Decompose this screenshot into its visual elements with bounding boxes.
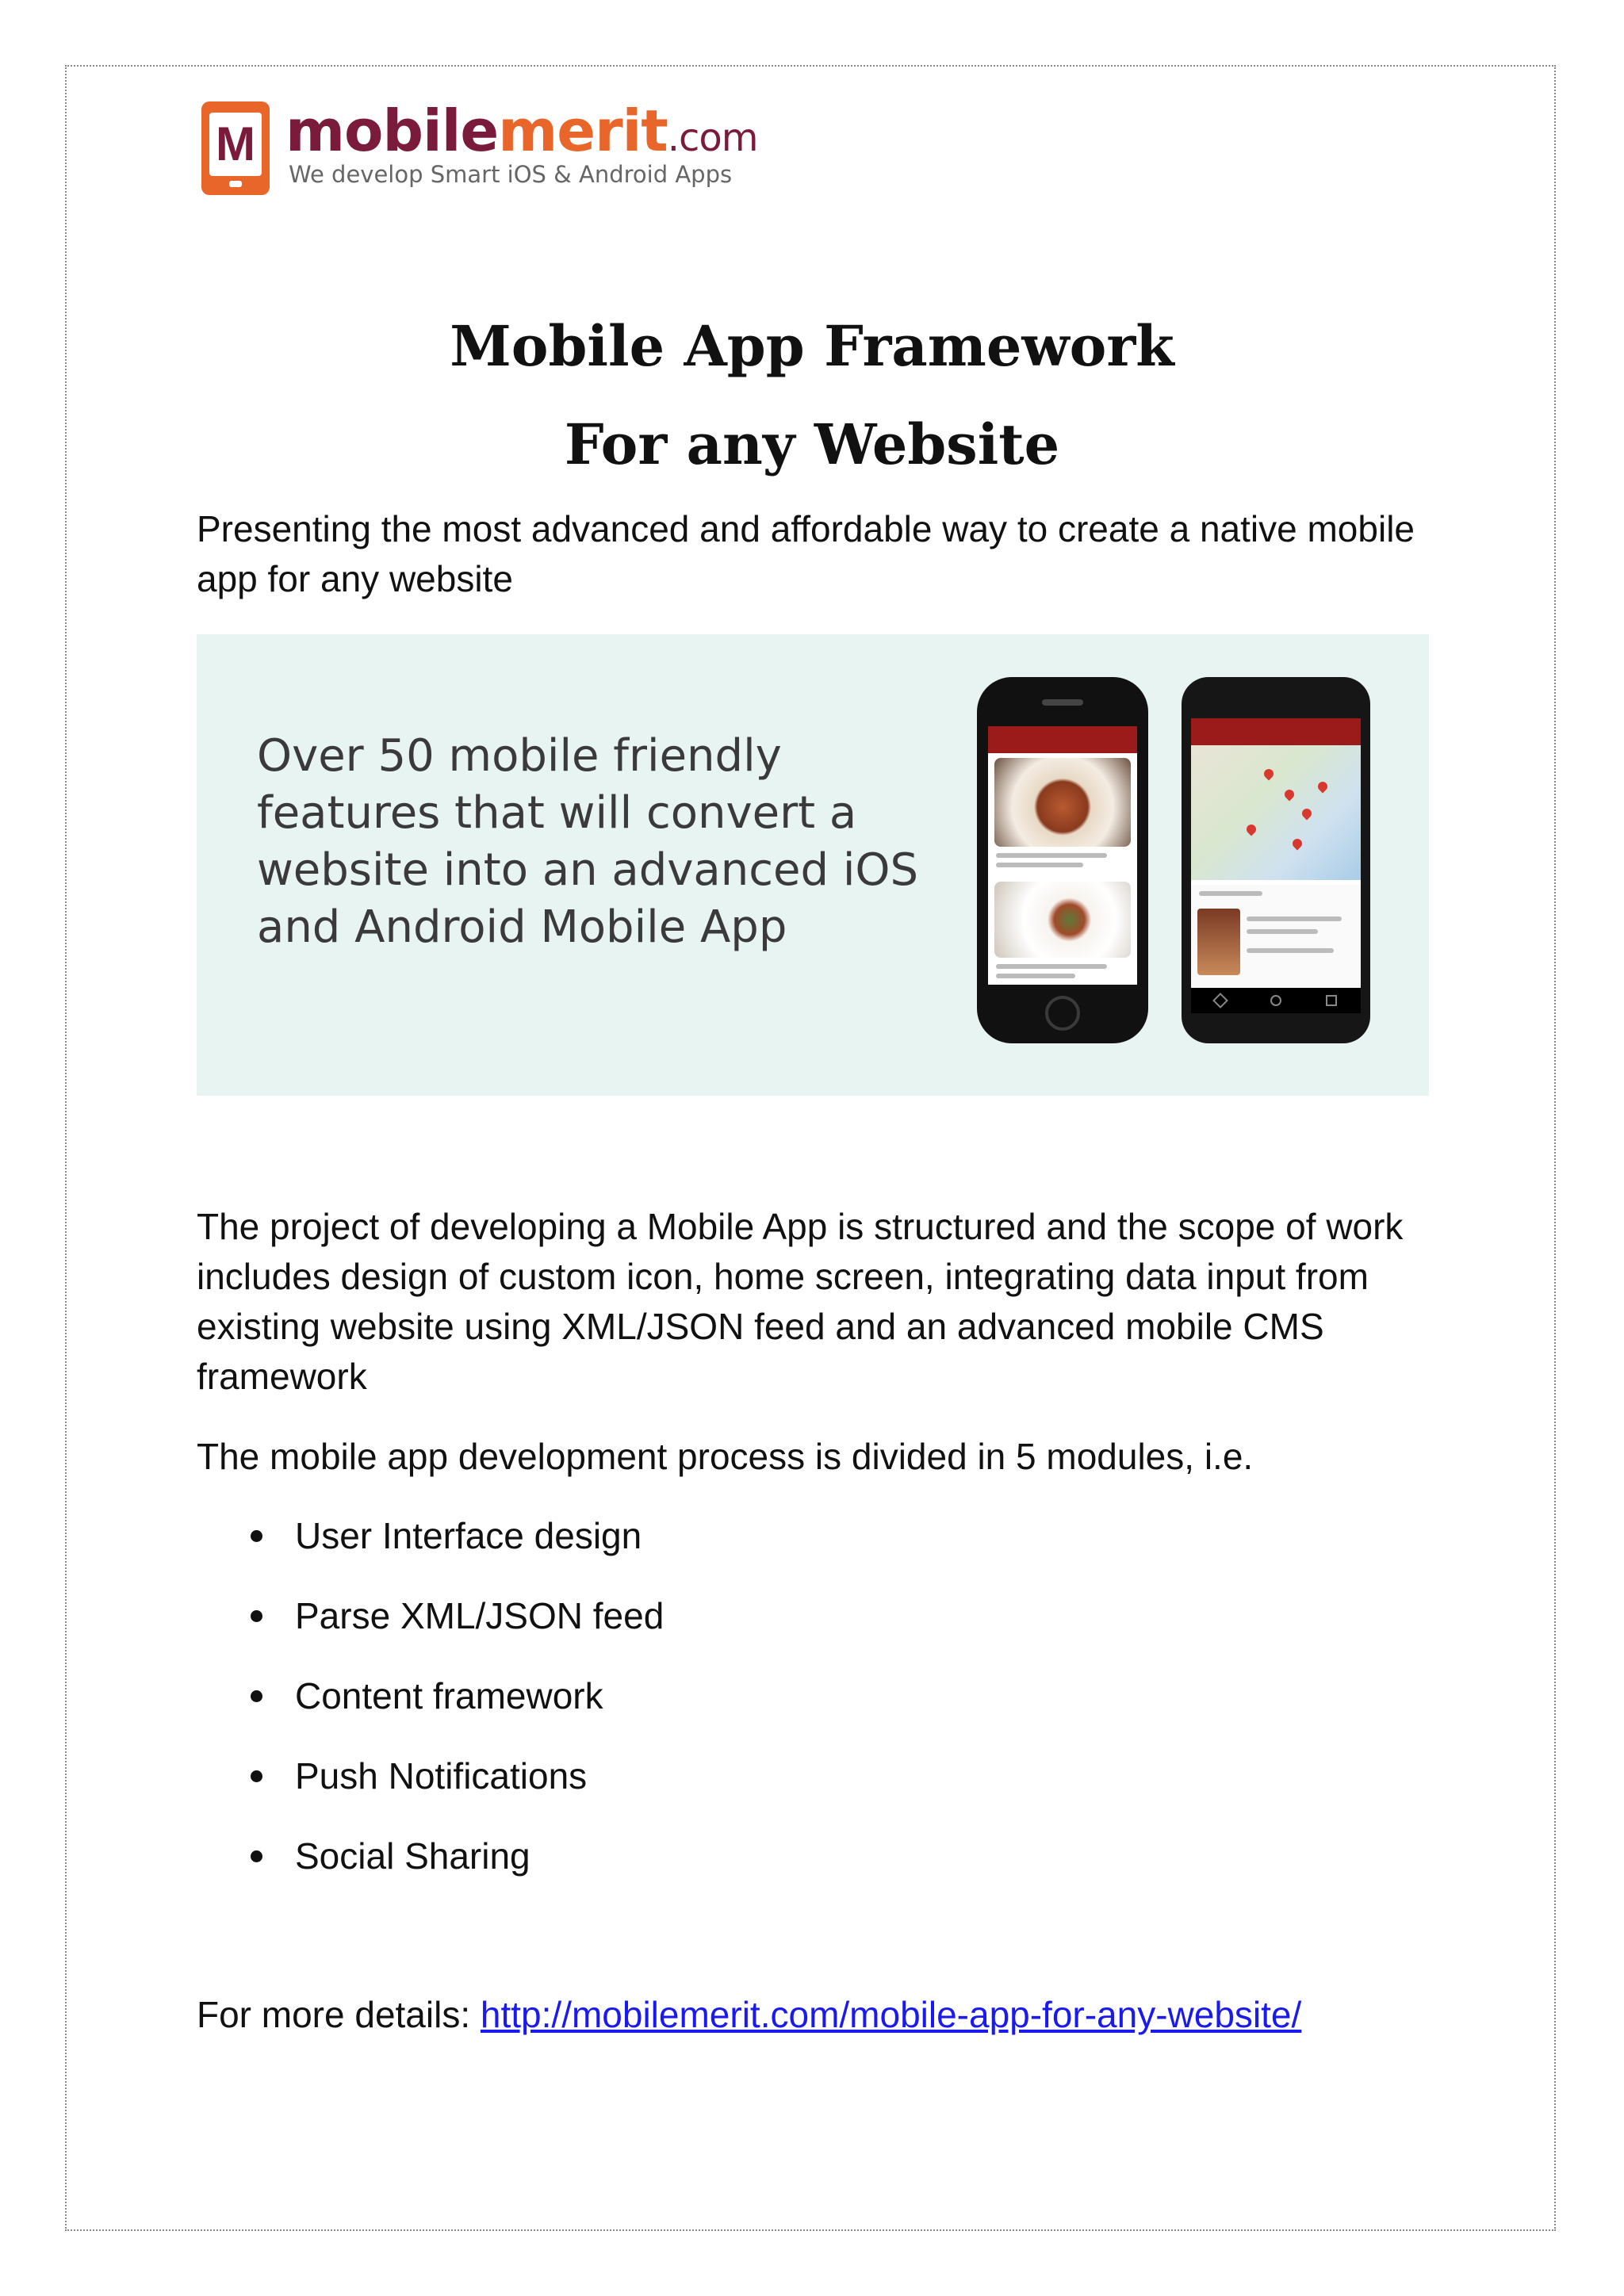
iphone-speaker — [1042, 699, 1083, 706]
text-line — [1247, 916, 1342, 921]
text-line — [1199, 891, 1262, 896]
text-line — [996, 974, 1075, 978]
android-food-thumbnail — [1197, 909, 1240, 975]
logo-badge-letter: M — [216, 117, 255, 170]
text-line — [996, 863, 1083, 867]
bullet-icon — [251, 1530, 262, 1542]
map-pin-icon — [1262, 767, 1276, 781]
back-icon — [1212, 993, 1228, 1008]
module-label: Content framework — [295, 1675, 603, 1716]
food-photo-1 — [994, 758, 1131, 847]
mobilemerit-logo[interactable] — [201, 98, 788, 205]
home-icon — [1270, 995, 1281, 1006]
bullet-icon — [251, 1610, 262, 1622]
list-item — [197, 1591, 1307, 1671]
iphone-home-button — [1045, 996, 1080, 1031]
list-item — [197, 1831, 1307, 1911]
text-line — [1247, 929, 1318, 934]
module-label: Push Notifications — [295, 1755, 588, 1797]
bullet-icon — [251, 1850, 262, 1862]
bullet-icon — [251, 1690, 262, 1702]
page-title-line-2: For any Website — [564, 411, 1060, 477]
intro-paragraph: Presenting the most advanced and affordable way to create a native mobile app for any website — [197, 508, 1415, 599]
android-app-bar — [1191, 718, 1361, 745]
module-label: Social Sharing — [295, 1835, 530, 1877]
text-line — [1247, 948, 1334, 953]
list-item — [197, 1671, 1307, 1751]
logo-tagline: We develop Smart iOS & Android Apps — [289, 161, 733, 188]
logo-word-mobile: mobile — [285, 98, 499, 164]
map-pin-icon — [1291, 837, 1304, 851]
text-line — [996, 853, 1107, 858]
bullet-icon — [251, 1770, 262, 1782]
module-label: User Interface design — [295, 1515, 642, 1556]
banner-text: Over 50 mobile friendly features that will convert a website into an advanced iOS and Android Mobile App — [257, 730, 919, 953]
logo-badge-icon — [201, 101, 270, 195]
iphone-image — [977, 677, 1148, 1043]
details-line — [197, 1990, 1301, 2040]
logo-word-merit: merit — [498, 98, 668, 164]
modules-intro-paragraph: The mobile app development process is divided in 5 modules, i.e. — [197, 1436, 1254, 1477]
map-view — [1191, 745, 1361, 880]
recents-icon — [1326, 995, 1337, 1006]
map-pin-icon — [1300, 807, 1314, 821]
list-item — [197, 1511, 1307, 1591]
logo-badge-home-button — [229, 181, 242, 187]
iphone-screen — [988, 726, 1137, 985]
food-photo-2 — [994, 882, 1131, 958]
scope-paragraph: The project of developing a Mobile App is structured and the scope of work includes design of custom icon, home screen, integrating data input from existing website using XML/JSON feed and an advanced mobile CMS framework — [197, 1206, 1404, 1397]
text-line — [996, 964, 1107, 969]
details-link[interactable]: http://mobilemerit.com/mobile-app-for-any-website/ — [480, 1994, 1302, 2035]
android-nav-bar — [1191, 988, 1361, 1013]
logo-word-com: .com — [667, 116, 758, 160]
map-pin-icon — [1316, 780, 1330, 794]
details-label: For more details: — [197, 1994, 481, 2035]
modules-list — [197, 1511, 1307, 1911]
android-screen — [1191, 718, 1361, 1013]
map-pin-icon — [1245, 823, 1258, 836]
page-title-line-1: Mobile App Framework — [450, 313, 1174, 379]
feature-banner — [197, 634, 1429, 1096]
iphone-app-bar — [988, 726, 1137, 753]
list-item — [197, 1751, 1307, 1831]
android-phone-image — [1182, 677, 1370, 1043]
module-label: Parse XML/JSON feed — [295, 1595, 665, 1636]
map-pin-icon — [1283, 788, 1297, 802]
